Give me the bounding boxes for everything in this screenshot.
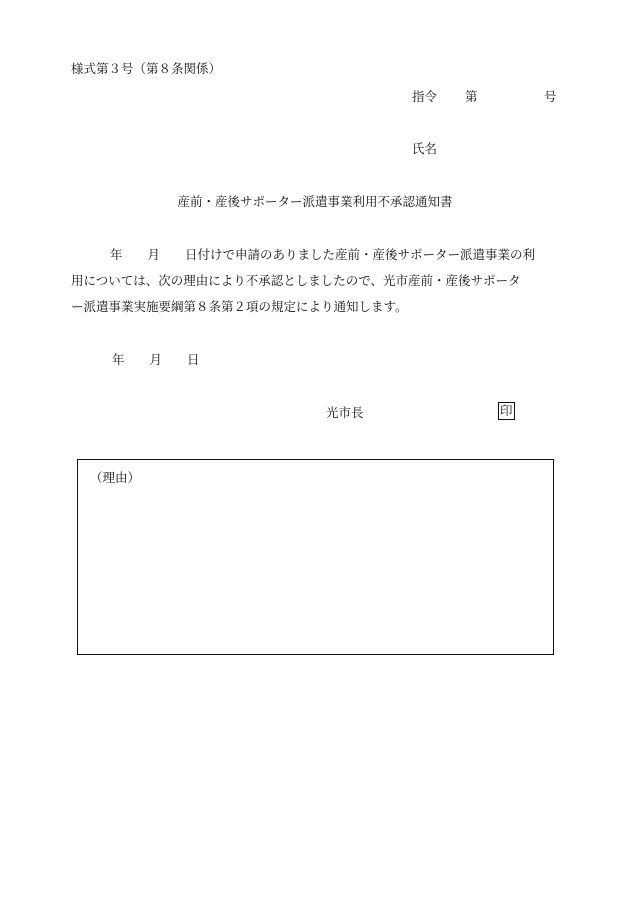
notice-number-label: 指令 bbox=[412, 89, 438, 104]
body-text-line-1: 年 月 日付けで申請のありました産前・産後サポーター派遣事業の利 bbox=[110, 247, 536, 262]
reason-box bbox=[77, 459, 554, 655]
reason-label: （理由） bbox=[90, 470, 141, 485]
seal-mark: 印 bbox=[500, 403, 513, 418]
issue-date: 年 月 日 bbox=[112, 352, 200, 367]
body-text-line-2: 用については、次の理由により不承認としましたので、光市産前・産後サポータ bbox=[71, 273, 521, 288]
body-text-line-3: ー派遣事業実施要綱第８条第２項の規定により通知します。 bbox=[71, 299, 408, 314]
issuer-name: 光市長 bbox=[326, 405, 364, 420]
form-number: 様式第３号（第８条関係） bbox=[71, 61, 222, 76]
notice-number-go: 号 bbox=[544, 89, 557, 104]
document-title: 産前・産後サポーター派遣事業利用不承認通知書 bbox=[177, 194, 453, 209]
recipient-name-label: 氏名 bbox=[412, 141, 438, 156]
notice-number-dai: 第 bbox=[465, 89, 478, 104]
